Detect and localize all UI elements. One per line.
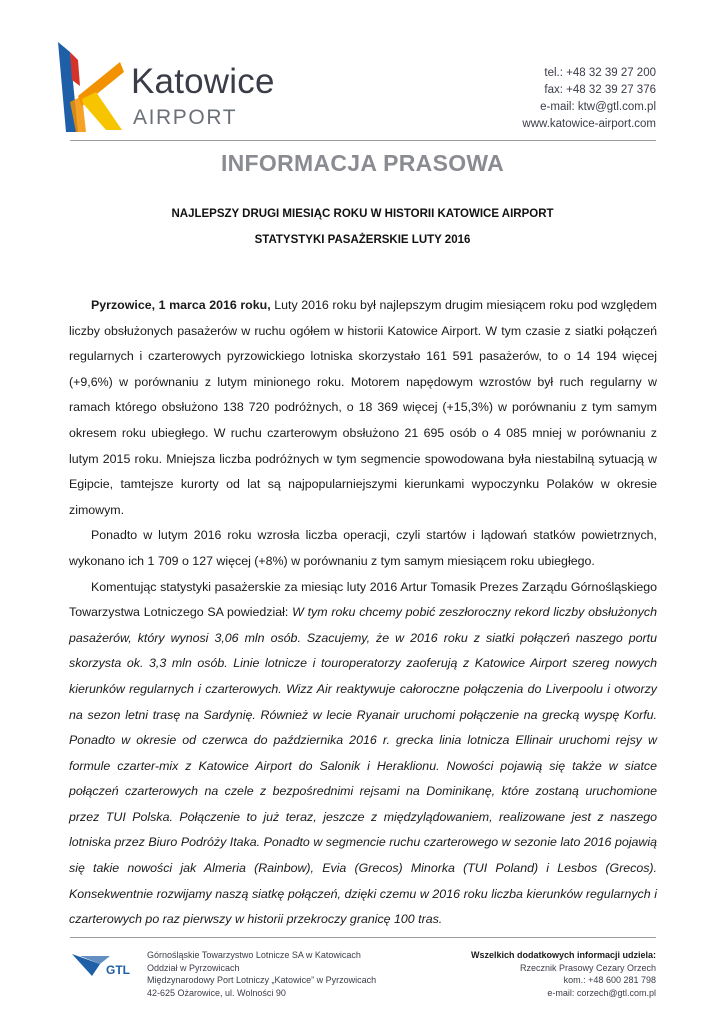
contact-fax: fax: +48 32 39 27 376 [544, 84, 656, 96]
headline-main: NAJLEPSZY DRUGI MIESIĄC ROKU W HISTORII KATOWICE AIRPORT [171, 208, 554, 220]
paragraph-3-intro: Komentując statystyki pasażerskie za miesiąc luty 2016 Artur Tomasik Prezes Zarządu Górnośląskiego Towarzystwa Lotniczego SA powiedział: [69, 579, 657, 620]
paragraph-3-quote: W tym roku chcemy pobić zeszłoroczny rekord liczby obsłużonych pasażerów, który wynosi 3,06 mln osób. Szacujemy, że w 2016 roku z siatki połączeń naszego portu skorzysta ok. 3,3 mln osób. Linie lotnicze i touroperatorzy zaoferują z Katowice Airport szereg nowych kierunków regularnych i czarterowych. Wizz Air reaktywuje całoroczne połączenia do Liverpoolu i otworzy na sezon letni trasę na Sardynię. Również w lecie Ryanair uruchomi połączenie na grecką wyspę Korfu. Ponadto w okresie od czerwca do października 2016 r. grecka linia lotnicza Ellinair uruchomi rejsy w formule czarter-mix z Katowice Airport do Salonik i Heraklionu. Nowości pojawią się także w siatce połączeń czarterowych na czele z bezpośrednimi rejsami na Dominikanę, które zostaną uruchomione przez TUI Polska. Połączenie to już teraz, jeszcze z międzylądowaniem, realizowane jest z naszego lotniska przez Biuro Podróży Itaka. Ponadto w segmencie ruchu czarterowego w sezonie lato 2016 pojawią się takie nowości jak Almeria (Rainbow), Evia (Grecos) Minorka (TUI Poland) i Lesbos (Grecos). Konsekwentnie rozwijamy naszą siatkę połączeń, dzięki czemu w 2016 roku liczba kierunków regularnych i czarterowych po raz pierwszy w historii przekroczy granicę 100 tras. [69, 605, 657, 927]
contact-email: e-mail: ktw@gtl.com.pl [540, 101, 656, 113]
paragraph-1 [69, 293, 657, 523]
company-street: 42-625 Ożarowice, ul. Wolności 90 [147, 987, 286, 998]
press-spokesperson: Rzecznik Prasowy Cezary Orzech [519, 962, 656, 973]
paragraph-3 [69, 575, 657, 933]
press-phone: kom.: +48 600 281 798 [563, 975, 656, 985]
paragraph-1-text: Luty 2016 roku był najlepszym drugim miesiącem roku pod względem liczby obsłużonych pasażerów w ruchu ogółem w historii Katowice Airport. W tym czasie z siatki połączeń regularnych i czarterowych pyrzowickiego lotniska skorzystało 161 591 pasażerów, to o 14 194 więcej (+9,6%) w porównaniu z lutym minionego roku. Motorem napędowym wzrostów był ruch regularny w ramach którego obsłużono 138 720 podróżnych, o 18 369 więcej (+15,3%) w porównaniu z tym samym okresem roku ubiegłego. W ruchu czarterowym obsłużono 21 695 osób o 4 085 mniej w porównaniu z lutym 2015 roku. Mniejsza liczba podróżnych w tym segmencie spowodowana była niestabilną sytuacją w Egipcie, tamtejsze kurorty od lat są najpopularniejszymi kierunkami wypoczynku Polaków w okresie zimowym. [69, 298, 657, 517]
company-address [147, 949, 376, 999]
gtl-logo-icon [70, 950, 140, 980]
paragraph-1-lead: Pyrzowice, 1 marca 2016 roku, [91, 298, 271, 312]
press-contact-heading: Wszelkich dodatkowych informacji udziela: [470, 950, 656, 960]
gtl-label: GTL [106, 963, 130, 977]
press-contact [471, 949, 656, 999]
letterhead [0, 0, 725, 150]
brand-subtitle: AIRPORT [133, 106, 238, 129]
footer-divider [70, 937, 656, 938]
contact-tel: tel.: +48 32 39 27 200 [544, 67, 656, 79]
header-divider [70, 140, 656, 141]
headline-sub: STATYSTYKI PASAŻERSKIE LUTY 2016 [254, 234, 471, 246]
katowice-airport-logo-icon [56, 40, 126, 132]
company-name: Górnośląskie Towarzystwo Lotnicze SA w Katowicach [147, 950, 361, 960]
company-branch: Oddział w Pyrzowicach [147, 962, 240, 973]
section-title: INFORMACJA PRASOWA [220, 150, 505, 176]
contact-block [522, 65, 656, 133]
company-port: Międzynarodowy Port Lotniczy „Katowice” w Pyrzowicach [147, 975, 377, 985]
press-email: e-mail: corzech@gtl.com.pl [547, 987, 656, 998]
paragraph-2: Ponadto w lutym 2016 roku wzrosła liczba operacji, czyli startów i lądowań statków powietrznych, wykonano ich 1 709 o 127 więcej (+8%) w porównaniu z tym samym miesiącem roku ubiegłego. [69, 528, 657, 568]
article-body [69, 293, 657, 933]
contact-website: www.katowice-airport.com [522, 118, 656, 130]
brand-name: Katowice [131, 62, 275, 101]
